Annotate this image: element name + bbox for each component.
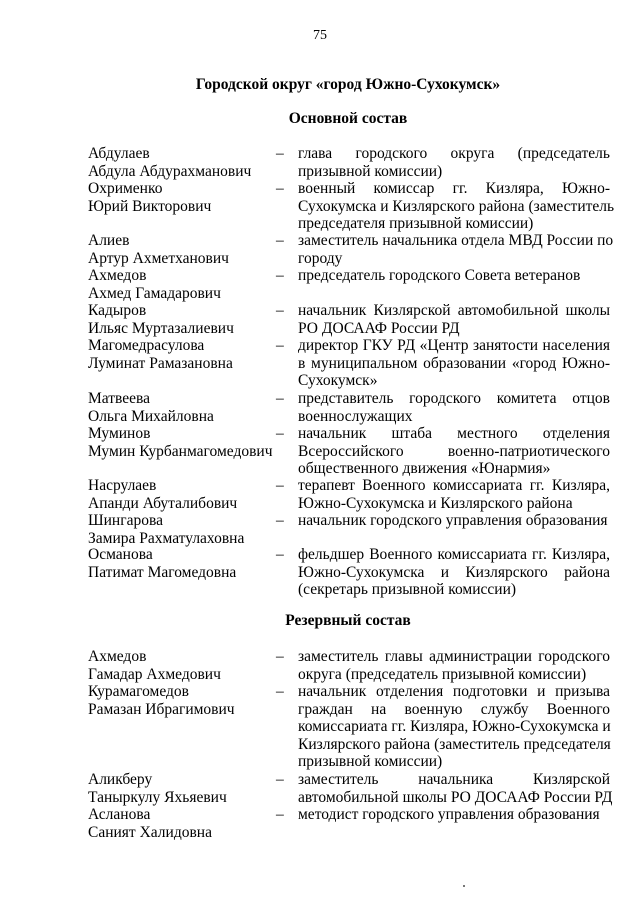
role-line: городу [298, 249, 343, 267]
role-dash: – [276, 806, 284, 823]
member-name [88, 648, 278, 683]
member-surname: Курамагомедов [88, 683, 189, 700]
role-dash: – [276, 771, 284, 788]
role-line: Всероссийского военно-патриотического [298, 442, 610, 460]
member-name [88, 390, 278, 425]
member-name [88, 302, 278, 337]
member-surname: Османова [88, 546, 153, 563]
member-role [298, 232, 614, 267]
role-dash: – [276, 477, 284, 494]
role-line: автомобильной школы РО ДОСААФ России РД [298, 788, 613, 806]
role-line: Сухокумск» [298, 372, 378, 390]
main-composition-heading: Основной состав [288, 110, 408, 127]
member-role [298, 337, 610, 390]
page-title: Городской округ «город Южно-Сухокумск» [195, 76, 501, 93]
role-line: граждан на военную службу Военного [298, 700, 610, 718]
member-role [298, 683, 610, 771]
role-dash: – [276, 267, 284, 284]
role-line: призывной комиссии) [298, 162, 443, 180]
role-line: округа (председатель призывной комиссии) [298, 665, 587, 683]
member-name [88, 546, 278, 581]
member-name [88, 512, 278, 547]
member-role [298, 425, 610, 478]
role-dash: – [276, 648, 284, 665]
member-role [298, 546, 610, 599]
role-dash: – [276, 512, 284, 529]
member-surname: Магомедрасулова [88, 337, 205, 354]
member-given-names: Ахмед Гамадарович [88, 284, 221, 302]
member-given-names: Мумин Курбанмагомедович [88, 442, 273, 460]
member-surname: Асланова [88, 806, 151, 823]
member-given-names: Ольга Михайловна [88, 407, 214, 425]
role-line: Южно-Сухокумска и Кизлярского района [298, 494, 573, 512]
role-line: (секретарь призывной комиссии) [298, 581, 517, 599]
member-surname: Насрулаев [88, 477, 157, 494]
member-given-names: Саният Халидовна [88, 823, 212, 841]
member-role [298, 145, 610, 180]
member-role [298, 180, 615, 233]
member-role [298, 806, 610, 824]
member-name [88, 337, 278, 372]
role-line: заместитель начальника отдела МВД России по [298, 232, 614, 249]
role-dash: – [276, 145, 284, 162]
member-surname: Шингарова [88, 512, 163, 529]
role-dash: – [276, 546, 284, 563]
member-surname: Аликберу [88, 771, 153, 788]
member-role [298, 771, 613, 806]
role-line: начальник Кизлярской автомобильной школы [298, 302, 610, 319]
member-name [88, 477, 278, 512]
role-line: директор ГКУ РД «Центр занятости населения [298, 337, 610, 354]
member-given-names: Апанди Абуталибович [88, 494, 238, 512]
member-name [88, 771, 278, 806]
role-line: председатель городского Совета ветеранов [298, 267, 581, 284]
member-given-names: Луминат Рамазановна [88, 354, 233, 372]
member-given-names: Артур Ахметханович [88, 249, 229, 267]
role-line: фельдшер Военного комиссариата гг. Кизляра, [298, 546, 610, 563]
member-role [298, 477, 610, 512]
role-line: представитель городского комитета отцов [298, 390, 610, 407]
role-dash: – [276, 390, 284, 407]
member-given-names: Таныркулу Яхьяевич [88, 788, 227, 806]
role-dash: – [276, 425, 284, 442]
role-line: РО ДОСААФ России РД [298, 319, 460, 337]
role-line: военный комиссар гг. Кизляра, Южно- [298, 180, 610, 197]
scan-speck [463, 885, 465, 887]
member-surname: Муминов [88, 425, 151, 442]
role-line: председателя призывной комиссии) [298, 215, 534, 233]
member-name [88, 180, 278, 215]
member-surname: Ахмедов [88, 267, 147, 284]
role-line: в муниципальном образовании «город Южно- [298, 354, 610, 372]
role-line: общественного движения «Юнармия» [298, 460, 551, 478]
member-role [298, 390, 610, 425]
role-dash: – [276, 302, 284, 319]
member-surname: Алиев [88, 232, 130, 249]
role-dash: – [276, 683, 284, 700]
member-given-names: Замира Рахматулаховна [88, 529, 245, 547]
member-name [88, 145, 278, 180]
role-line: начальник городского управления образования [298, 512, 608, 529]
member-given-names: Гамадар Ахмедович [88, 665, 221, 683]
member-given-names: Патимат Магомедовна [88, 563, 237, 581]
role-line: начальник штаба местного отделения [298, 425, 610, 442]
member-surname: Матвеева [88, 390, 151, 407]
member-surname: Кадыров [88, 302, 147, 319]
role-line: комиссариата гг. Кизляра, Южно-Сухокумска и [298, 718, 611, 736]
reserve-composition-heading: Резервный состав [285, 612, 411, 629]
member-role [298, 648, 610, 683]
member-given-names: Ильяс Муртазалиевич [88, 319, 234, 337]
member-given-names: Абдула Абдурахманович [88, 162, 252, 180]
member-role [298, 512, 610, 530]
member-name [88, 232, 278, 267]
role-dash: – [276, 180, 284, 197]
role-line: Сухокумска и Кизлярского района (заместитель [298, 197, 615, 215]
role-line: заместитель начальника Кизлярской [298, 771, 610, 788]
role-line: начальник отделения подготовки и призыва [298, 683, 610, 700]
member-surname: Ахмедов [88, 648, 147, 665]
member-name [88, 267, 278, 302]
role-line: методист городского управления образования [298, 806, 600, 823]
role-line: глава городского округа (председатель [298, 145, 610, 162]
role-line: Кизлярского района (заместитель председателя [298, 735, 611, 753]
role-dash: – [276, 337, 284, 354]
member-name [88, 425, 278, 460]
member-surname: Абдулаев [88, 145, 150, 162]
role-line: Южно-Сухокумска и Кизлярского района [298, 563, 610, 581]
member-name [88, 806, 278, 841]
role-line: военнослужащих [298, 407, 413, 425]
member-role [298, 267, 610, 285]
member-given-names: Рамазан Ибрагимович [88, 700, 235, 718]
role-line: терапевт Военного комиссариата гг. Кизляра, [298, 477, 610, 494]
member-name [88, 683, 278, 718]
role-dash: – [276, 232, 284, 249]
role-line: призывной комиссии) [298, 753, 443, 771]
member-given-names: Юрий Викторович [88, 197, 212, 215]
member-role [298, 302, 610, 337]
page-number: 75 [313, 28, 327, 43]
role-line: заместитель главы администрации городского [298, 648, 610, 665]
member-surname: Охрименко [88, 180, 163, 197]
